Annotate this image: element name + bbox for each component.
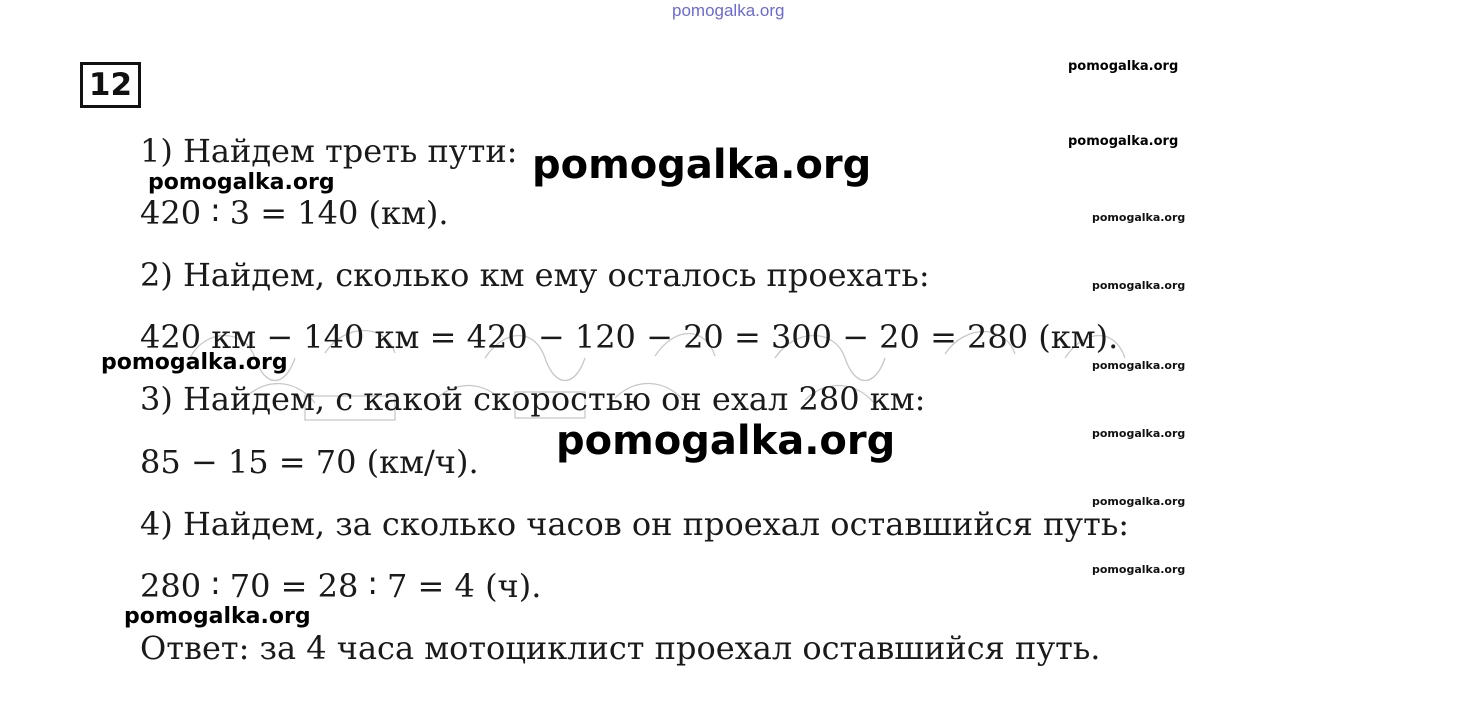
step-3-calc: 85 − 15 = 70 (км/ч). — [140, 443, 479, 481]
site-url-header[interactable]: pomogalka.org — [672, 1, 785, 20]
step-1-calc: 420 ∶ 3 = 140 (км). — [140, 194, 449, 232]
step-4-calc: 280 ∶ 70 = 28 ∶ 7 = 4 (ч). — [140, 567, 542, 605]
watermark: pomogalka.org — [1068, 134, 1179, 149]
watermark: pomogalka.org — [1092, 495, 1186, 508]
task-number-box: 12 — [80, 62, 141, 108]
step-3-title: 3) Найдем, с какой скоростью он ехал 280 км: — [140, 380, 926, 418]
step-2-title: 2) Найдем, сколько км ему осталось проехать: — [140, 256, 930, 294]
watermark: pomogalka.org — [1092, 427, 1186, 440]
watermark: pomogalka.org — [556, 418, 896, 464]
watermark: pomogalka.org — [148, 170, 335, 195]
answer-line: Ответ: за 4 часа мотоциклист проехал оставшийся путь. — [140, 629, 1101, 667]
watermark: pomogalka.org — [1092, 279, 1186, 292]
watermark: pomogalka.org — [101, 350, 288, 375]
watermark: pomogalka.org — [1068, 59, 1179, 74]
step-1-title: 1) Найдем треть пути: — [140, 132, 518, 170]
watermark: pomogalka.org — [532, 142, 872, 188]
watermark: pomogalka.org — [1092, 211, 1186, 224]
step-2-calc: 420 км − 140 км = 420 − 120 − 20 = 300 − 20 = 280 (км). — [140, 318, 1119, 356]
watermark: pomogalka.org — [124, 604, 311, 629]
watermark: pomogalka.org — [1092, 359, 1186, 372]
watermark: pomogalka.org — [1092, 563, 1186, 576]
step-4-title: 4) Найдем, за сколько часов он проехал оставшийся путь: — [140, 505, 1130, 543]
